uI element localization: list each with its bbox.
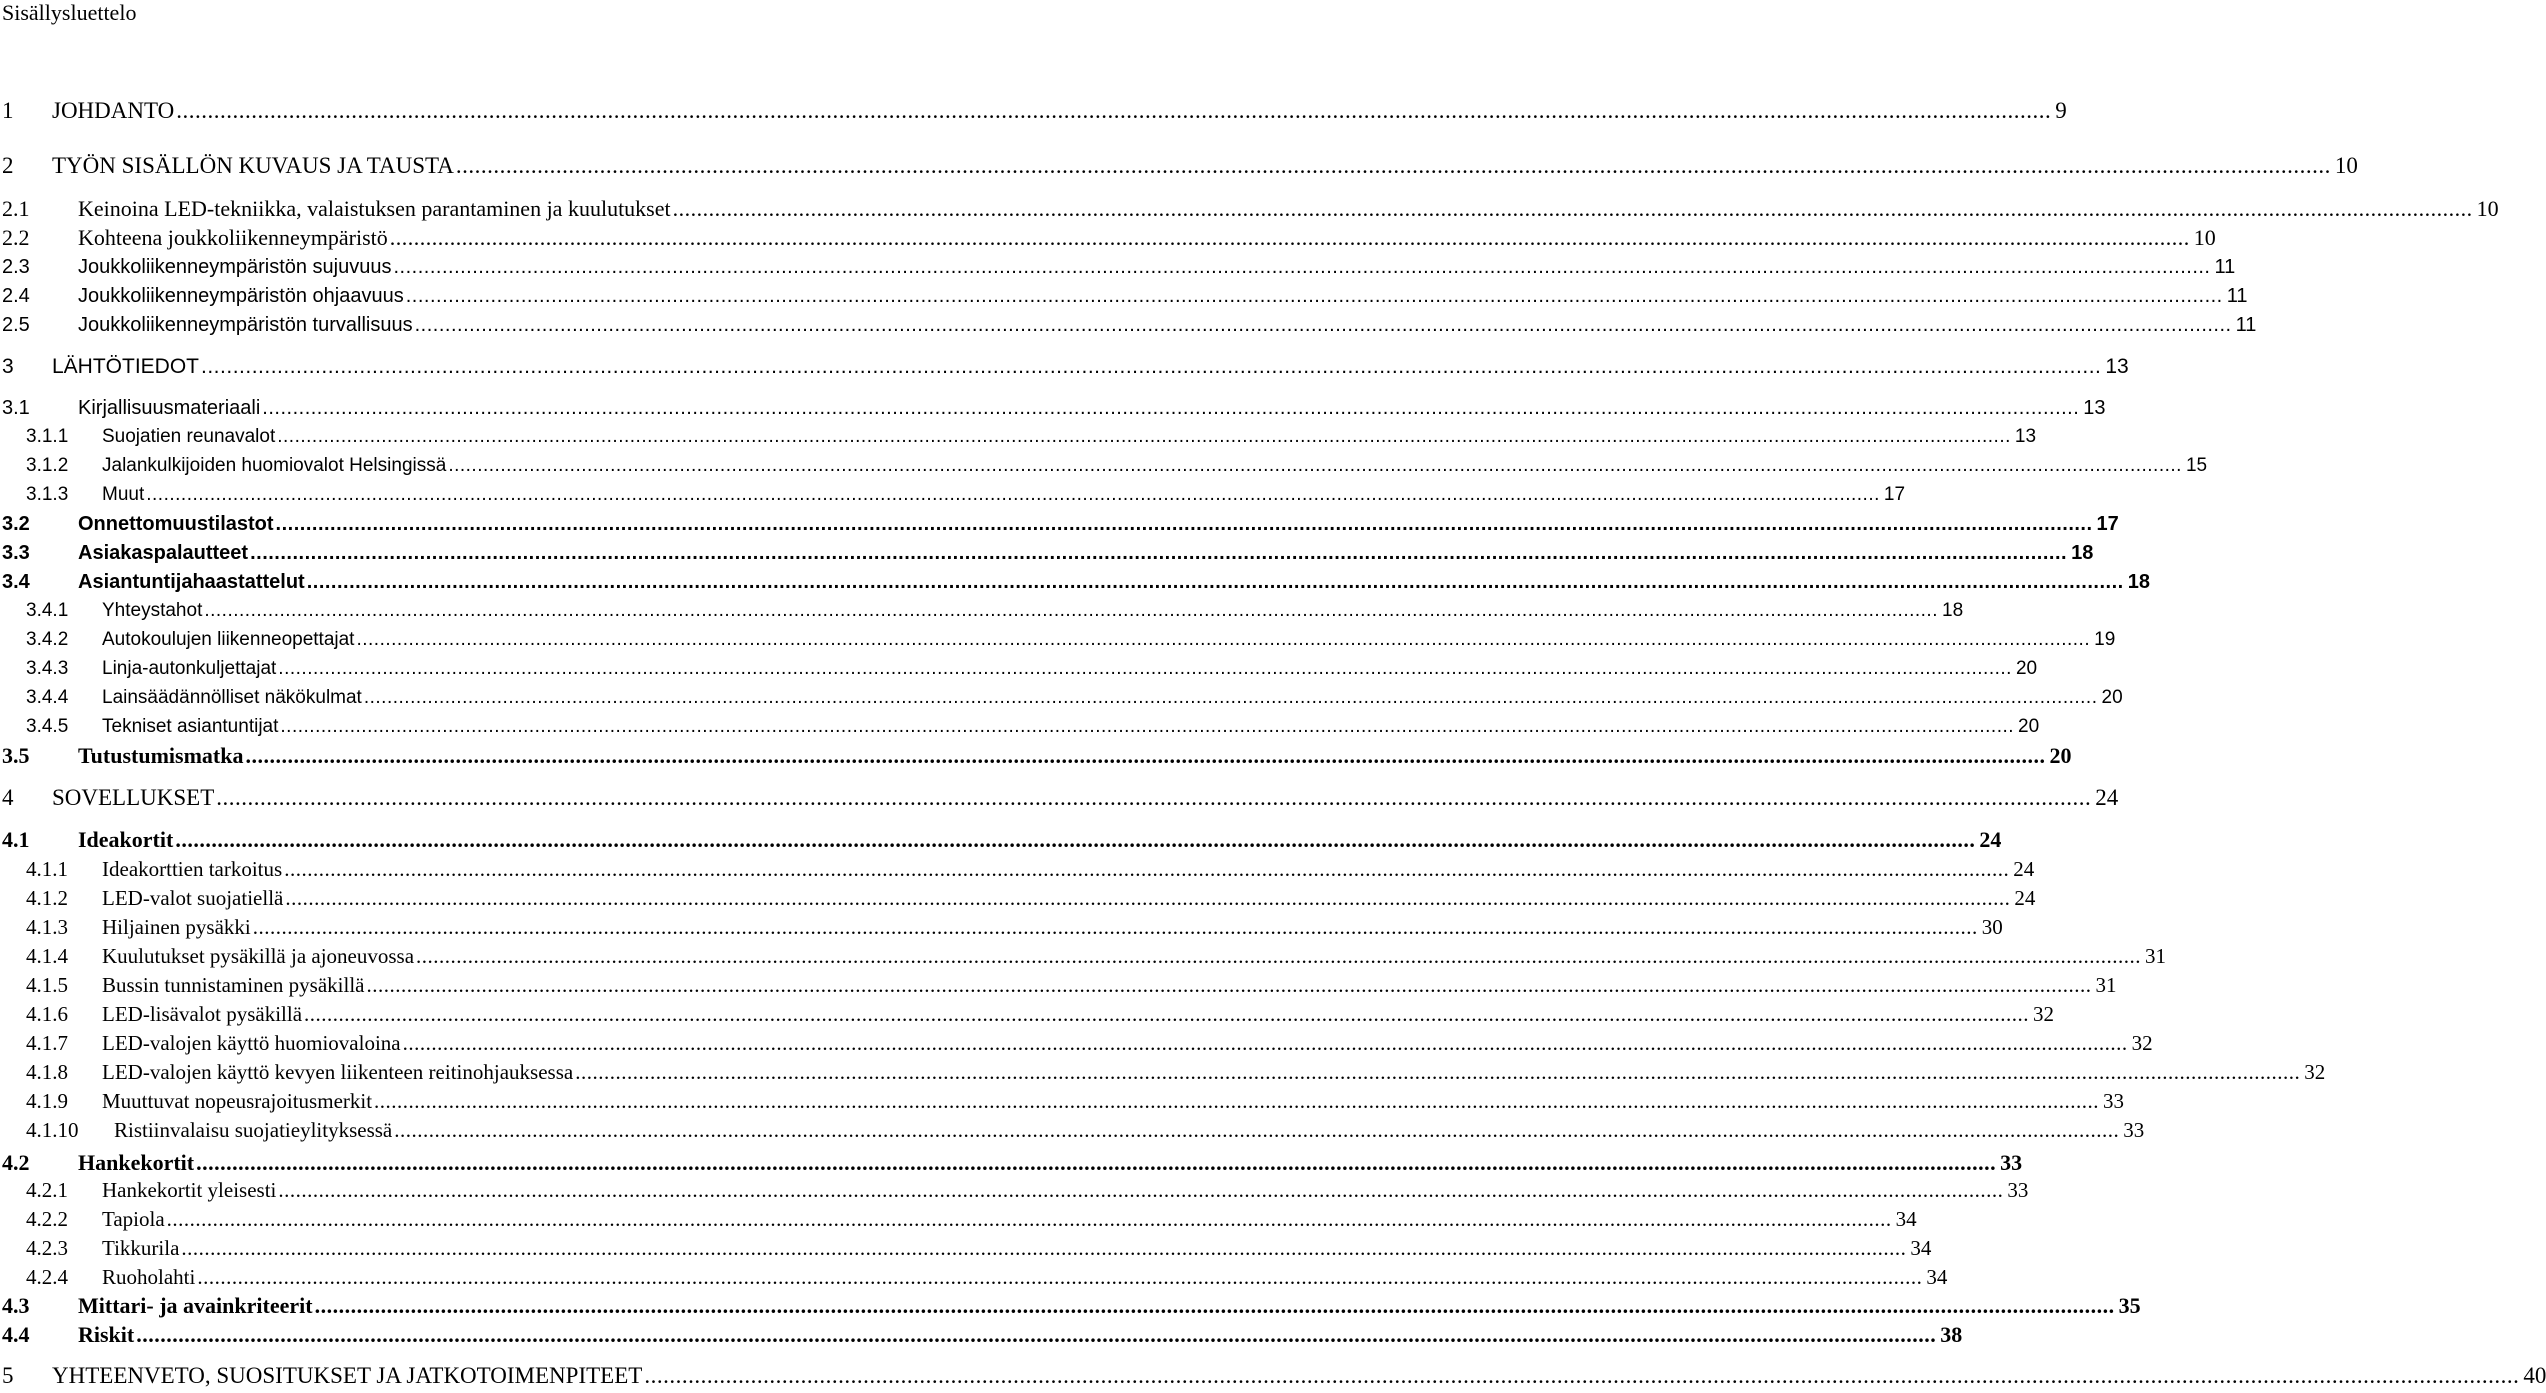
toc-entry-number: 3.2 (2, 513, 30, 535)
toc-entry-page: 31 (2145, 944, 2167, 968)
toc-entry-title: Kohteena joukkoliikenneympäristö (78, 225, 388, 250)
toc-entry-title: Tikkurila (102, 1236, 180, 1260)
dot-leader: ............................................................................................................................................................................................................................................................................................................ (278, 1178, 2004, 1202)
toc-entry (0, 1088, 2125, 1114)
toc-entry-page: 38 (1940, 1322, 1963, 1347)
toc-entry-page: 18 (2127, 571, 2150, 593)
toc-entry-title: Lainsäädännölliset näkökulmat (102, 687, 362, 708)
dot-leader: ............................................................................................................................................................................................................................................................................................................ (402, 1031, 2128, 1055)
toc-entry-page: 40 (2523, 1363, 2546, 1388)
toc-entry (0, 943, 2167, 969)
toc-entry-number: 3 (2, 355, 14, 378)
dot-leader: ............................................................................................................................................................................................................................................................................................................ (146, 484, 1880, 505)
dot-leader: ............................................................................................................................................................................................................................................................................................................ (575, 1060, 2301, 1084)
dot-leader: ............................................................................................................................................................................................................................................................................................................ (304, 1002, 2030, 1026)
toc-entry (0, 283, 2248, 309)
toc-entry-page: 18 (2071, 542, 2094, 564)
toc-entry-number: 4.1.4 (26, 944, 68, 968)
toc-entry-page: 10 (2334, 153, 2358, 178)
toc-entry-title: Kuulutukset pysäkillä ja ajoneuvossa (102, 944, 415, 968)
dot-leader: ............................................................................................................................................................................................................................................................................................................ (181, 1236, 1907, 1260)
toc-entry-page: 13 (2083, 397, 2106, 419)
toc-entry (0, 1001, 2055, 1027)
toc-entry-page: 20 (2049, 743, 2072, 768)
toc-entry-number: 4.2.3 (26, 1236, 68, 1260)
toc-entry (0, 225, 2216, 251)
toc-entry-page: 13 (2105, 355, 2129, 378)
toc-entry-title: Suojatien reunavalot (102, 426, 276, 447)
toc-entry-number: 3.4.4 (26, 687, 69, 708)
dot-leader: ............................................................................................................................................................................................................................................................................................................ (405, 285, 2223, 307)
toc-entry-page: 20 (2015, 658, 2038, 679)
dot-leader: ............................................................................................................................................................................................................................................................................................................ (175, 827, 1976, 852)
dot-leader: ............................................................................................................................................................................................................................................................................................................ (277, 426, 2011, 447)
toc-entry-number: 2.2 (2, 225, 30, 250)
toc-entry-title: Onnettomuustilastot (78, 513, 274, 535)
toc-entry (0, 827, 2002, 853)
toc-entry (0, 1117, 2145, 1143)
toc-entry (0, 312, 2257, 338)
toc-entry (0, 424, 2037, 450)
toc-entry-page: 10 (2476, 196, 2499, 221)
toc-entry-page: 32 (2131, 1031, 2153, 1055)
toc-entry-number: 4.1.3 (26, 915, 68, 939)
toc-entry (0, 598, 1964, 624)
dot-leader: ............................................................................................................................................................................................................................................................................................................ (245, 743, 2046, 768)
toc-entry-number: 4.1.6 (26, 1002, 68, 1026)
toc-entry (0, 482, 1906, 508)
dot-leader: ............................................................................................................................................................................................................................................................................................................ (197, 1265, 1923, 1289)
toc-entry-title: Riskit (78, 1322, 135, 1347)
toc-entry-title: TYÖN SISÄLLÖN KUVAUS JA TAUSTA (52, 153, 454, 178)
toc-entry (0, 885, 2036, 911)
toc-entry-number: 4 (2, 785, 14, 810)
toc-entry-title: Muut (102, 484, 145, 505)
toc-entry-page: 18 (1942, 600, 1964, 621)
toc-entry-title: LED-valojen käyttö kevyen liikenteen reitinohjauksessa (102, 1060, 574, 1084)
toc-entry-title: LED-valot suojatiellä (102, 886, 284, 910)
dot-leader: ............................................................................................................................................................................................................................................................................................................ (275, 513, 2093, 535)
toc-entry-page: 33 (2000, 1150, 2023, 1175)
toc-entry-number: 4.1.5 (26, 973, 68, 997)
toc-entry-title: Kirjallisuusmateriaali (78, 397, 261, 419)
toc-entry (0, 656, 2038, 682)
toc-entry-number: 3.1.2 (26, 455, 69, 476)
toc-entry-page: 24 (2095, 785, 2119, 810)
toc-entry-number: 5 (2, 1363, 14, 1388)
toc-entry-page: 24 (2013, 857, 2035, 881)
dot-leader: ............................................................................................................................................................................................................................................................................................................ (306, 571, 2124, 593)
toc-entry (0, 254, 2236, 280)
dot-leader: ............................................................................................................................................................................................................................................................................................................ (285, 886, 2011, 910)
toc-entry-number: 3.1 (2, 397, 30, 419)
dot-leader: ............................................................................................................................................................................................................................................................................................................ (201, 355, 2102, 378)
toc-entry-title: LED-valojen käyttö huomiovaloina (102, 1031, 401, 1055)
toc-entry-page: 20 (2018, 716, 2040, 737)
dot-leader: ............................................................................................................................................................................................................................................................................................................ (314, 1293, 2115, 1318)
toc-entry (0, 1322, 1963, 1348)
toc-entry (0, 972, 2117, 998)
dot-leader: ............................................................................................................................................................................................................................................................................................................ (374, 1089, 2100, 1113)
toc-entry (0, 1150, 2023, 1176)
toc-entry-title: Keinoina LED-tekniikka, valaistuksen parantaminen ja kuulutukset (78, 196, 671, 221)
toc-entry (0, 1363, 2546, 1389)
toc-entry-title: Ruoholahti (102, 1265, 196, 1289)
toc-entry-number: 1 (2, 98, 14, 123)
toc-entry (0, 1177, 2029, 1203)
toc-entry-title: Ideakorttien tarkoitus (102, 857, 283, 881)
toc-entry (0, 1059, 2326, 1085)
dot-leader: ............................................................................................................................................................................................................................................................................................................ (176, 98, 2052, 123)
toc-entry-number: 2.5 (2, 314, 30, 336)
toc-entry (0, 540, 2094, 566)
toc-entry-title: Bussin tunnistaminen pysäkillä (102, 973, 365, 997)
toc-entry-title: Mittari- ja avainkriteerit (78, 1293, 313, 1318)
toc-entry-page: 11 (2226, 285, 2248, 307)
toc-entry (0, 354, 2129, 380)
toc-entry-page: 10 (2193, 225, 2216, 250)
toc-entry-number: 2 (2, 153, 14, 178)
toc-entry-number: 3.1.1 (26, 426, 69, 447)
toc-entry-page: 35 (2118, 1293, 2141, 1318)
dot-leader: ............................................................................................................................................................................................................................................................................................................ (284, 857, 2010, 881)
toc-entry-number: 3.4.1 (26, 600, 69, 621)
toc-entry-title: Hiljainen pysäkki (102, 915, 251, 939)
toc-entry-title: Joukkoliikenneympäristön ohjaavuus (78, 285, 404, 307)
dot-leader: ............................................................................................................................................................................................................................................................................................................ (414, 314, 2232, 336)
toc-entry-page: 34 (1910, 1236, 1932, 1260)
dot-leader: ............................................................................................................................................................................................................................................................................................................ (416, 944, 2142, 968)
page-title: Sisällysluettelo (2, 0, 137, 25)
dot-leader: ............................................................................................................................................................................................................................................................................................................ (252, 915, 1978, 939)
dot-leader: ............................................................................................................................................................................................................................................................................................................ (644, 1363, 2520, 1388)
toc-entry-title: Ideakortit (78, 827, 174, 852)
toc-entry-title: Jalankulkijoiden huomiovalot Helsingissä (102, 455, 447, 476)
toc-entry-page: 34 (1926, 1265, 1948, 1289)
toc-entry (0, 1264, 1948, 1290)
toc-entry-title: Asiakaspalautteet (78, 542, 249, 564)
toc-entry-title: JOHDANTO (52, 98, 175, 123)
toc-entry (0, 785, 2119, 811)
toc-entry (0, 627, 2116, 653)
toc-entry-number: 4.2.1 (26, 1178, 68, 1202)
toc-entry-number: 3.4.2 (26, 629, 69, 650)
toc-entry (0, 1206, 1917, 1232)
toc-entry (0, 153, 2358, 179)
toc-entry-page: 32 (2033, 1002, 2055, 1026)
toc-entry-page: 24 (1979, 827, 2002, 852)
toc-entry-number: 3.4.3 (26, 658, 69, 679)
dot-leader: ............................................................................................................................................................................................................................................................................................................ (280, 716, 2015, 737)
toc-entry-number: 4.1 (2, 827, 30, 852)
toc-entry-title: Tapiola (102, 1207, 165, 1231)
toc-entry-page: 24 (2014, 886, 2036, 910)
toc-entry-number: 4.4 (2, 1322, 30, 1347)
toc-entry-page: 34 (1895, 1207, 1917, 1231)
dot-leader: ............................................................................................................................................................................................................................................................................................................ (136, 1322, 1937, 1347)
toc-entry-number: 4.1.1 (26, 857, 68, 881)
toc-entry-page: 11 (2235, 314, 2257, 336)
toc-entry-page: 31 (2095, 973, 2117, 997)
toc-entry-page: 20 (2101, 687, 2123, 708)
toc-entry-title: Yhteystahot (102, 600, 203, 621)
toc-entry-title: Autokoulujen liikenneopettajat (102, 629, 355, 650)
dot-leader: ............................................................................................................................................................................................................................................................................................................ (356, 629, 2091, 650)
toc-entry-page: 33 (2103, 1089, 2125, 1113)
toc-entry-title: Tutustumismatka (78, 743, 244, 768)
toc-entry-page: 33 (2123, 1118, 2145, 1142)
dot-leader: ............................................................................................................................................................................................................................................................................................................ (166, 1207, 1892, 1231)
toc-entry-page: 33 (2007, 1178, 2029, 1202)
dot-leader: ............................................................................................................................................................................................................................................................................................................ (204, 600, 1938, 621)
toc-entry (0, 914, 2003, 940)
toc-entry-title: YHTEENVETO, SUOSITUKSET JA JATKOTOIMENPITEET (52, 1363, 643, 1388)
toc-entry-number: 4.2.2 (26, 1207, 68, 1231)
dot-leader: ............................................................................................................................................................................................................................................................................................................ (389, 225, 2190, 250)
toc-entry-title: Tekniset asiantuntijat (102, 716, 279, 737)
toc-entry (0, 743, 2072, 769)
toc-entry (0, 395, 2106, 421)
toc-entry (0, 685, 2123, 711)
toc-entry-title: Ristiinvalaisu suojatieylityksessä (114, 1118, 393, 1142)
toc-entry (0, 1235, 1932, 1261)
toc-entry-title: Joukkoliikenneympäristön turvallisuus (78, 314, 413, 336)
toc-entry (0, 511, 2119, 537)
toc-entry-page: 15 (2185, 455, 2208, 476)
dot-leader: ............................................................................................................................................................................................................................................................................................................ (262, 397, 2080, 419)
dot-leader: ............................................................................................................................................................................................................................................................................................................ (448, 455, 2182, 476)
dot-leader: ............................................................................................................................................................................................................................................................................................................ (366, 973, 2092, 997)
toc-entry-title: Linja-autonkuljettajat (102, 658, 277, 679)
toc-entry-number: 4.2 (2, 1150, 30, 1175)
toc-entry-number: 4.1.2 (26, 886, 68, 910)
toc-entry-title: LÄHTÖTIEDOT (52, 355, 200, 378)
toc-entry-number: 4.3 (2, 1293, 30, 1318)
dot-leader: ............................................................................................................................................................................................................................................................................................................ (672, 196, 2473, 221)
toc-entry-page: 17 (2096, 513, 2119, 535)
dot-leader: ............................................................................................................................................................................................................................................................................................................ (216, 785, 2092, 810)
toc-entry-number: 2.3 (2, 256, 30, 278)
toc-entry-page: 13 (2014, 426, 2037, 447)
toc-entry-number: 3.1.3 (26, 484, 69, 505)
dot-leader: ............................................................................................................................................................................................................................................................................................................ (250, 542, 2068, 564)
toc-entry-number: 4.2.4 (26, 1265, 68, 1289)
toc-entry (0, 856, 2035, 882)
toc-entry-title: Hankekortit (78, 1150, 195, 1175)
dot-leader: ............................................................................................................................................................................................................................................................................................................ (394, 1118, 2120, 1142)
toc-entry (0, 714, 2040, 740)
toc-entry (0, 453, 2208, 479)
toc-entry-title: SOVELLUKSET (52, 785, 215, 810)
toc-entry-number: 3.4.5 (26, 716, 69, 737)
toc-entry-number: 4.1.7 (26, 1031, 68, 1055)
toc-entry (0, 98, 2067, 124)
toc-entry (0, 1293, 2141, 1319)
toc-entry-title: Joukkoliikenneympäristön sujuvuus (78, 256, 392, 278)
dot-leader: ............................................................................................................................................................................................................................................................................................................ (363, 687, 2098, 708)
toc-entry-page: 17 (1883, 484, 1906, 505)
toc-entry-title: Muuttuvat nopeusrajoitusmerkit (102, 1089, 373, 1113)
toc-entry-title: Hankekortit yleisesti (102, 1178, 277, 1202)
dot-leader: ............................................................................................................................................................................................................................................................................................................ (278, 658, 2012, 679)
toc-entry-number: 3.5 (2, 743, 30, 768)
toc-entry-number: 3.4 (2, 571, 30, 593)
dot-leader: ............................................................................................................................................................................................................................................................................................................ (393, 256, 2211, 278)
toc-entry-number: 4.1.10 (26, 1118, 79, 1142)
toc-entry (0, 569, 2150, 595)
dot-leader: ............................................................................................................................................................................................................................................................................................................ (455, 153, 2331, 178)
toc-entry-number: 2.1 (2, 196, 30, 221)
dot-leader: ............................................................................................................................................................................................................................................................................................................ (196, 1150, 1997, 1175)
toc-entry-number: 4.1.9 (26, 1089, 68, 1113)
toc-entry (0, 196, 2499, 222)
toc-entry-title: LED-lisävalot pysäkillä (102, 1002, 303, 1026)
toc-entry-number: 2.4 (2, 285, 30, 307)
toc-entry-page: 9 (2055, 98, 2067, 123)
toc-entry-number: 4.1.8 (26, 1060, 68, 1084)
toc-entry-number: 3.3 (2, 542, 30, 564)
toc-entry-page: 11 (2214, 256, 2236, 278)
toc-entry (0, 1030, 2153, 1056)
toc-entry-page: 19 (2094, 629, 2116, 650)
toc-entry-page: 30 (1981, 915, 2003, 939)
toc-entry-title: Asiantuntijahaastattelut (78, 571, 305, 593)
toc-entry-page: 32 (2304, 1060, 2326, 1084)
